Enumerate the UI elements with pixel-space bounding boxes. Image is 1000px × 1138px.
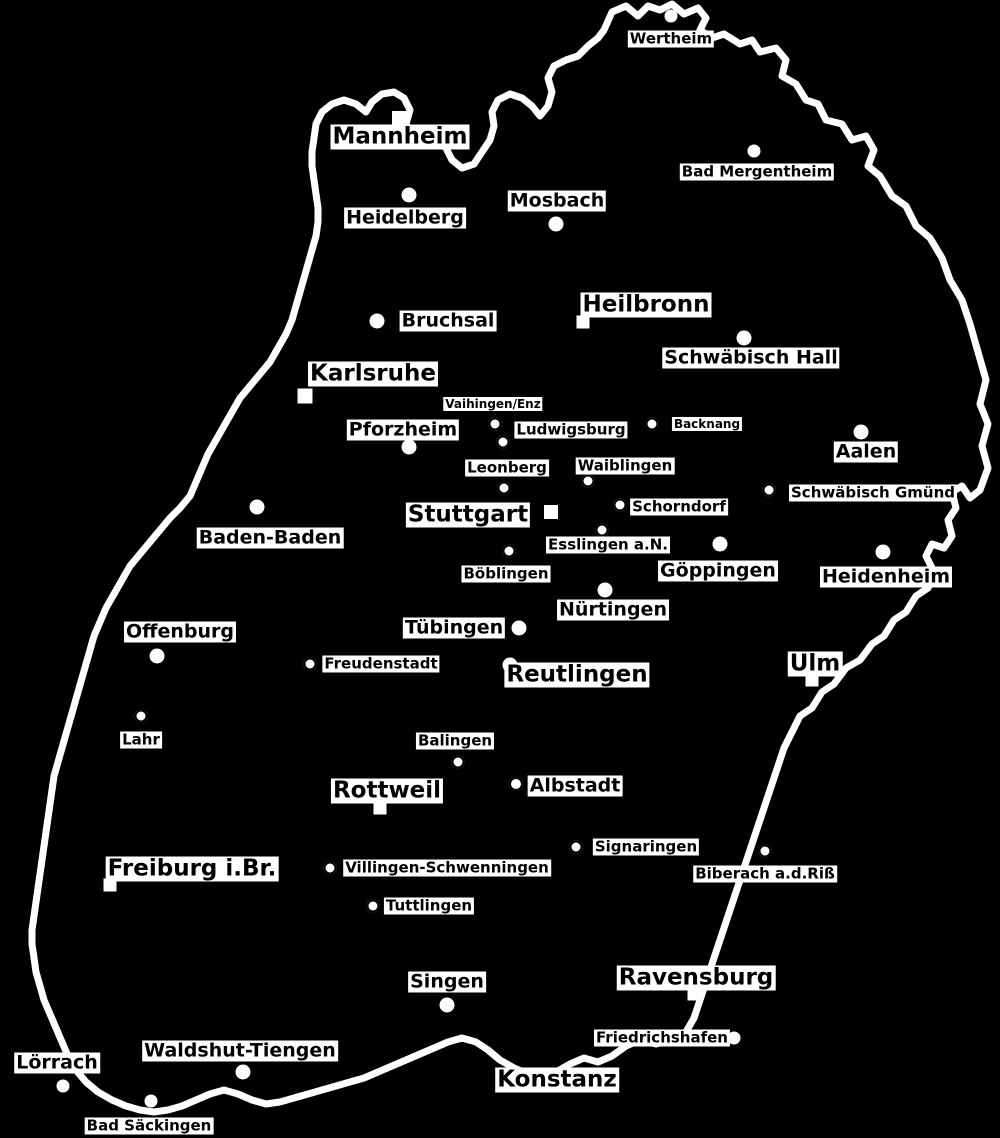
city-label: Karlsruhe [310, 360, 436, 387]
city-marker[interactable] [150, 649, 165, 664]
city-label: Konstanz [497, 1066, 617, 1093]
city-label: Heidelberg [346, 206, 464, 229]
city-marker[interactable] [497, 436, 510, 449]
city-marker[interactable] [57, 1080, 70, 1093]
city-marker[interactable] [598, 583, 613, 598]
city-label: Böblingen [463, 564, 549, 583]
city-marker[interactable] [512, 621, 527, 636]
city-marker[interactable] [298, 389, 313, 404]
city-label: Schwäbisch Hall [664, 346, 838, 369]
city-label: Göppingen [660, 559, 776, 582]
city-label: Singen [410, 970, 484, 993]
city-label: Bad Säckingen [86, 1116, 212, 1135]
city-label: Reutlingen [506, 661, 648, 688]
city-label: Bruchsal [401, 309, 495, 332]
city-marker[interactable] [304, 658, 317, 671]
city-marker[interactable] [763, 484, 776, 497]
city-marker[interactable] [582, 475, 595, 488]
city-marker[interactable] [370, 314, 385, 329]
city-marker[interactable] [135, 710, 148, 723]
city-label: Signaringen [594, 837, 698, 856]
city-label: Heilbronn [582, 291, 710, 318]
city-marker[interactable] [570, 841, 583, 854]
city-marker[interactable] [498, 482, 511, 495]
city-label: Heidenheim [821, 565, 951, 588]
city-label: Vaihingen/Enz [445, 397, 541, 411]
city-label: Biberach a.d.Riß [695, 864, 835, 883]
city-marker[interactable] [549, 217, 564, 232]
city-marker[interactable] [876, 545, 891, 560]
city-label: Rottweil [332, 777, 442, 804]
city-marker[interactable] [489, 418, 502, 431]
city-label: Tübingen [404, 616, 504, 639]
city-label: Mosbach [509, 189, 605, 212]
city-label: Villingen-Schwenningen [345, 858, 549, 877]
city-label: Friedrichshafen [596, 1028, 728, 1047]
city-marker[interactable] [665, 10, 678, 23]
city-label: Offenburg [125, 620, 235, 643]
city-label: Baden-Baden [198, 526, 342, 549]
city-label: Ludwigsburg [516, 420, 626, 439]
city-label: Mannheim [332, 123, 468, 150]
city-label: Pforzheim [348, 418, 458, 441]
city-marker[interactable] [250, 500, 265, 515]
city-label: Backnang [673, 417, 741, 431]
city-marker[interactable] [367, 900, 380, 913]
city-marker[interactable] [452, 756, 465, 769]
city-marker[interactable] [646, 418, 659, 431]
city-label: Ulm [789, 650, 841, 677]
city-label: Nürtingen [559, 598, 667, 621]
city-label: Lahr [122, 730, 160, 749]
city-marker[interactable] [509, 777, 523, 791]
city-label: Tuttlingen [385, 896, 473, 915]
city-label: Balingen [417, 731, 493, 750]
city-marker[interactable] [402, 440, 417, 455]
city-label: Ravensburg [618, 964, 774, 991]
city-marker[interactable] [737, 331, 752, 346]
city-label: Albstadt [529, 774, 621, 797]
city-marker[interactable] [440, 998, 455, 1013]
city-label: Waldshut-Tiengen [144, 1039, 336, 1062]
city-marker[interactable] [544, 505, 558, 519]
city-label: Aalen [835, 440, 897, 463]
city-label: Lörrach [16, 1051, 98, 1074]
city-label: Freiburg i.Br. [107, 855, 277, 882]
city-label: Wertheim [629, 29, 713, 48]
city-marker[interactable] [614, 499, 627, 512]
city-marker[interactable] [759, 845, 772, 858]
city-marker[interactable] [402, 188, 417, 203]
baden-wuerttemberg-border-path [32, 4, 988, 1112]
city-label: Waiblingen [577, 456, 673, 475]
city-label: Schwäbisch Gmünd [791, 483, 955, 502]
city-label: Schorndorf [632, 497, 726, 516]
city-marker[interactable] [854, 425, 869, 440]
city-marker[interactable] [503, 545, 516, 558]
city-label: Bad Mergentheim [681, 162, 833, 181]
city-marker[interactable] [748, 145, 761, 158]
city-label: Leonberg [467, 458, 547, 477]
city-marker[interactable] [236, 1065, 251, 1080]
city-label: Esslingen a.N. [548, 535, 668, 554]
city-marker[interactable] [145, 1095, 158, 1108]
city-marker[interactable] [713, 537, 728, 552]
city-marker[interactable] [324, 862, 337, 875]
city-label: Stuttgart [407, 501, 529, 528]
city-label: Freudenstadt [324, 654, 438, 673]
